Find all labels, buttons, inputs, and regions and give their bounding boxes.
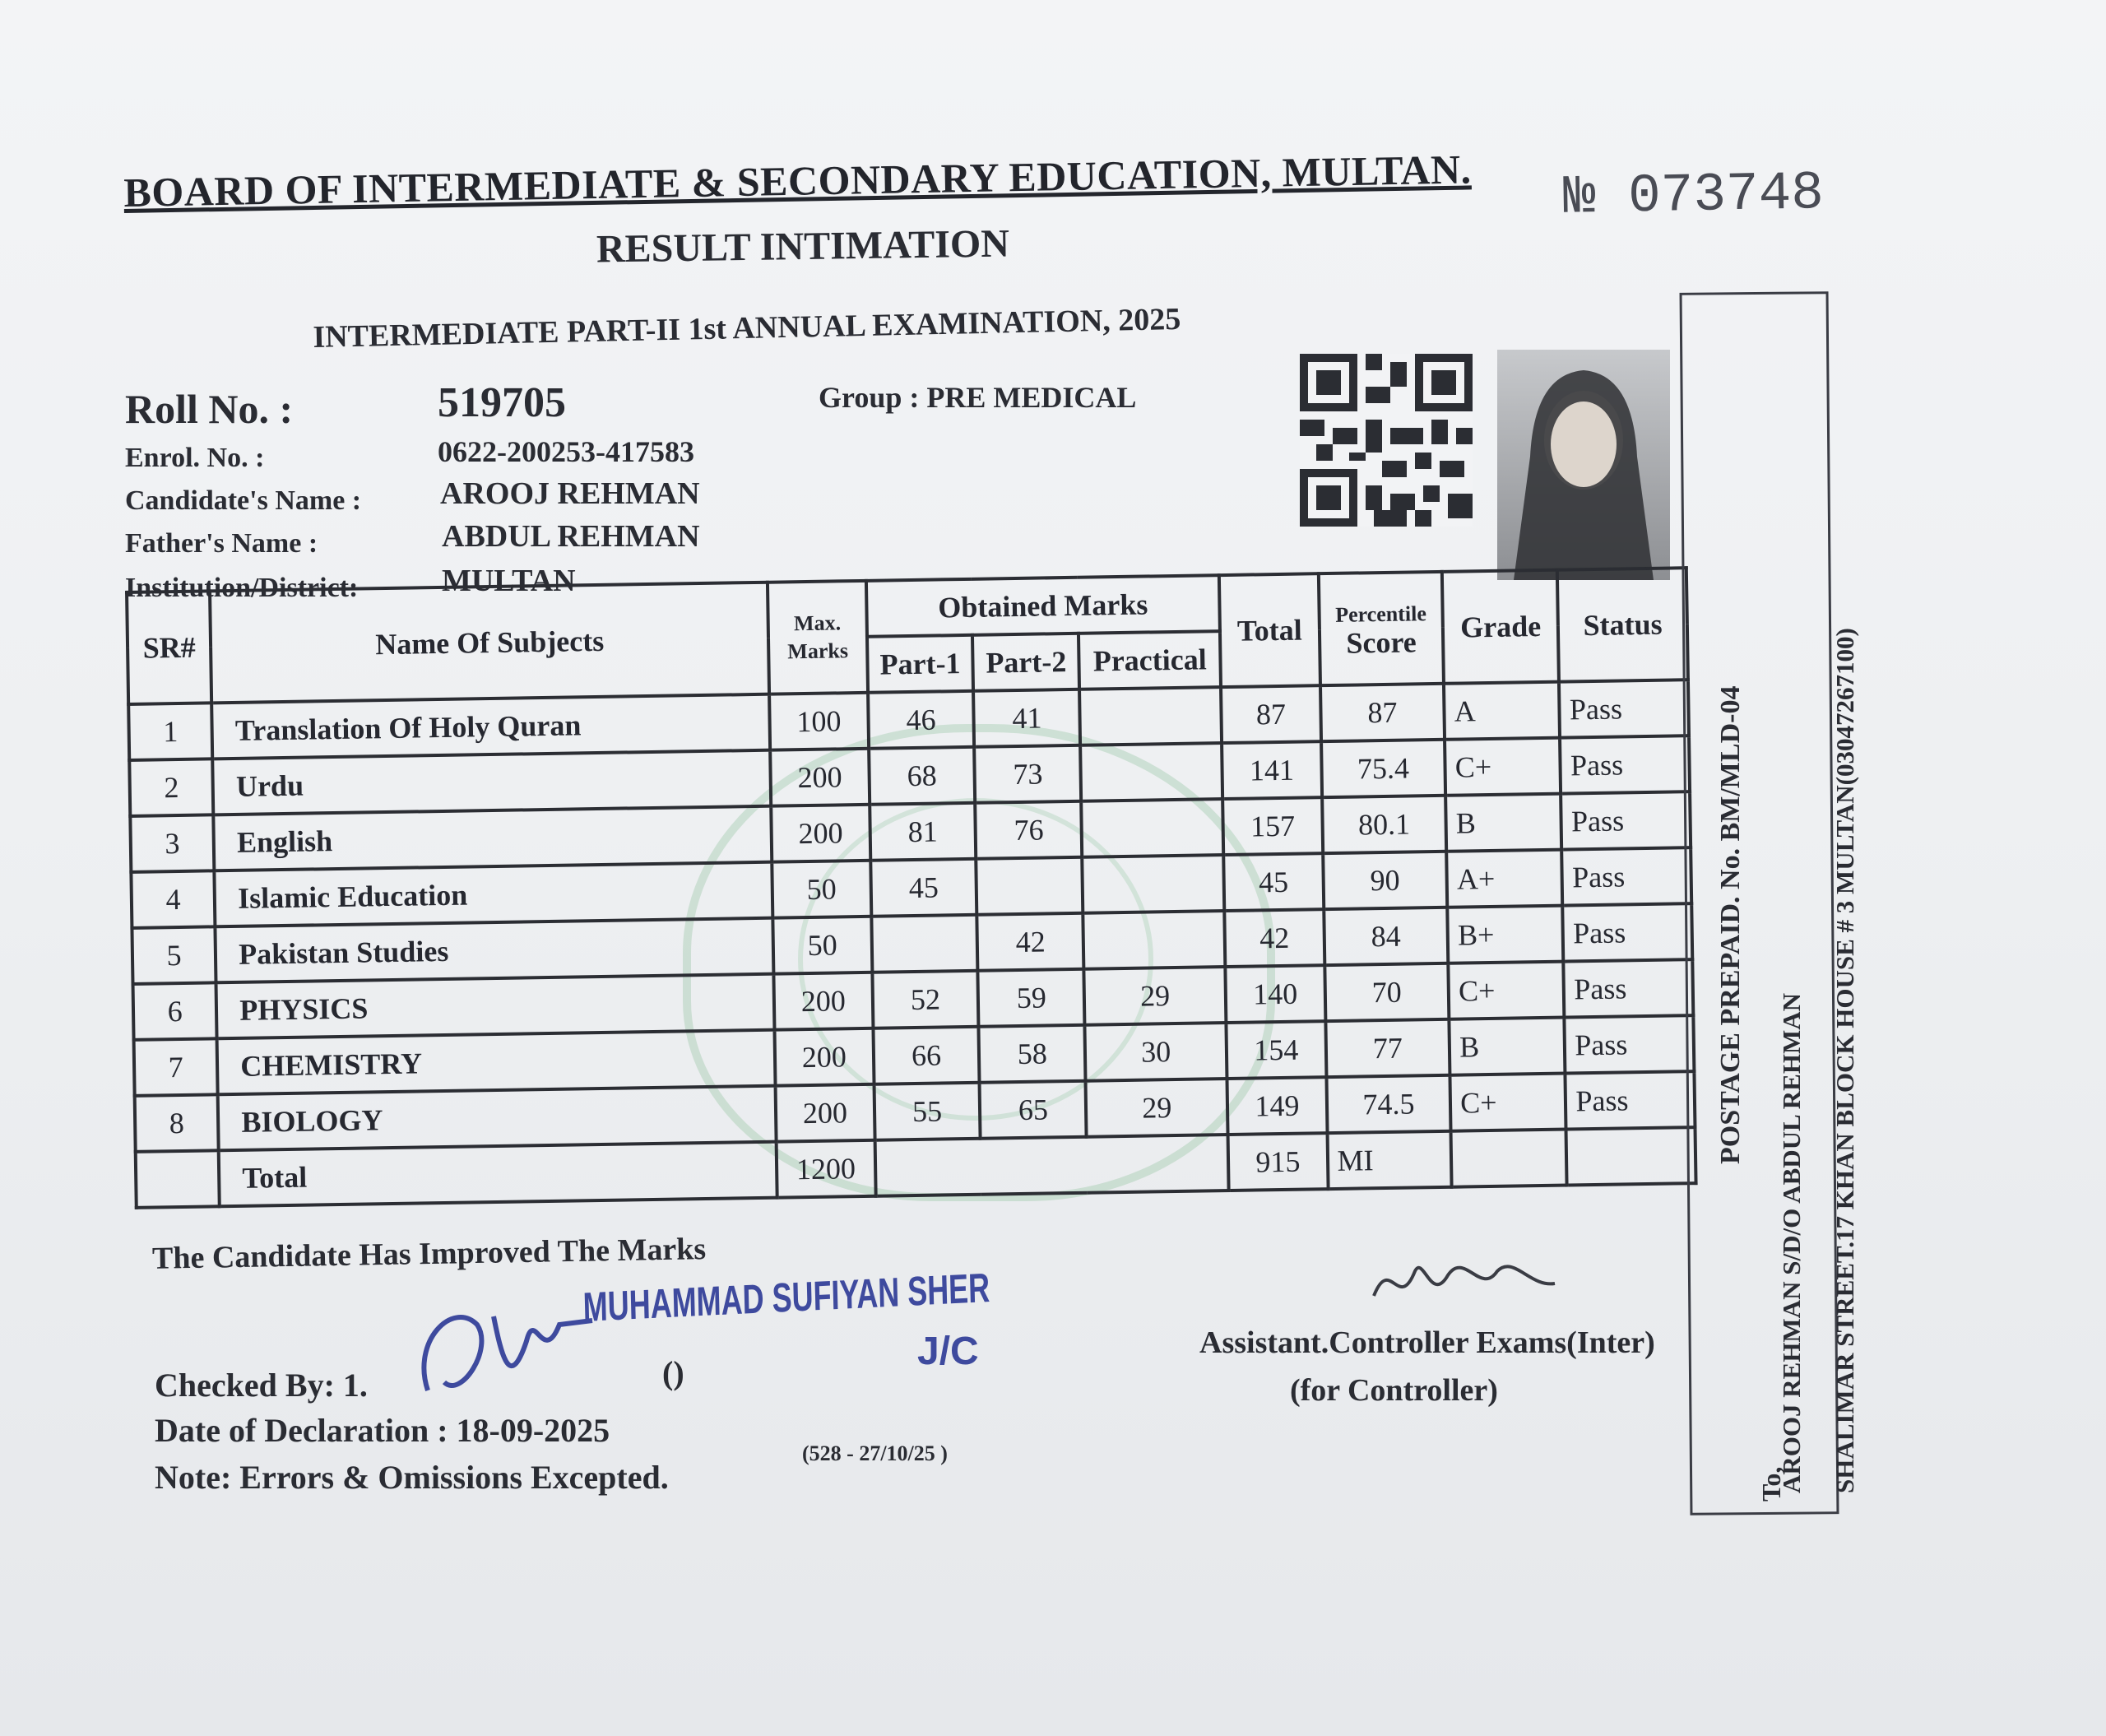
roll-label: Roll No. : bbox=[125, 386, 294, 432]
signer-name: MUHAMMAD SUFIYAN SHER bbox=[582, 1265, 990, 1330]
qr-code bbox=[1300, 354, 1473, 527]
cell-status: Pass bbox=[1564, 959, 1694, 1017]
header-practical: Practical bbox=[1079, 631, 1221, 689]
enrol-value: 0622-200253-417583 bbox=[438, 435, 694, 468]
cell-sr: 2 bbox=[129, 759, 213, 816]
address-to: To, bbox=[1756, 1466, 1786, 1502]
cell-max: 200 bbox=[775, 1028, 874, 1086]
cell-percentile: 74.5 bbox=[1326, 1075, 1451, 1133]
cell-part1: 55 bbox=[874, 1083, 981, 1140]
header-status: Status bbox=[1557, 568, 1688, 681]
cell-part2: 65 bbox=[980, 1081, 1087, 1139]
board-title: BOARD OF INTERMEDIATE & SECONDARY EDUCATION, MULTAN. bbox=[123, 146, 1473, 216]
controller-subtitle: (for Controller) bbox=[1290, 1373, 1498, 1408]
checked-by-paren: () bbox=[662, 1354, 684, 1391]
cell-percentile: 80.1 bbox=[1322, 796, 1447, 853]
total-label: Total bbox=[219, 1142, 777, 1207]
cell-sr: 6 bbox=[133, 982, 217, 1040]
header-max-marks: Max. Marks bbox=[768, 581, 868, 694]
serial-number bbox=[1562, 162, 1824, 229]
total-value: 915 bbox=[1228, 1133, 1328, 1191]
cell-part2: 58 bbox=[979, 1025, 1086, 1083]
improved-note: The Candidate Has Improved The Marks bbox=[151, 1232, 707, 1276]
cell-status: Pass bbox=[1561, 791, 1691, 849]
total-sr-cell bbox=[136, 1150, 220, 1208]
cell-grade: C+ bbox=[1449, 962, 1565, 1019]
signer-role: J/C bbox=[917, 1330, 979, 1373]
cell-max: 100 bbox=[769, 693, 869, 750]
cell-subject: CHEMISTRY bbox=[217, 1030, 776, 1095]
table-body bbox=[128, 680, 1695, 1152]
cell-part1: 46 bbox=[868, 691, 975, 749]
marks-table bbox=[125, 566, 1698, 1209]
cell-part1: 81 bbox=[870, 803, 976, 861]
errors-note: Note: Errors & Omissions Excepted. bbox=[155, 1459, 669, 1496]
address-line-2: SHALIMAR STREET.17 KHAN BLOCK HOUSE # 3 MULTAN(03047267100) bbox=[1830, 628, 1859, 1493]
cell-status: Pass bbox=[1559, 680, 1689, 737]
cell-part2 bbox=[976, 857, 1083, 915]
cell-part2: 73 bbox=[975, 745, 1082, 803]
cell-practical bbox=[1079, 687, 1222, 745]
checker-signature-icon bbox=[403, 1292, 617, 1415]
cell-status: Pass bbox=[1560, 736, 1690, 793]
cell-part1: 52 bbox=[872, 971, 979, 1028]
cell-practical bbox=[1083, 911, 1226, 969]
cell-max: 200 bbox=[771, 805, 870, 862]
cell-max: 50 bbox=[772, 917, 872, 974]
cell-status: Pass bbox=[1565, 1015, 1695, 1073]
header-percentile-score: Score bbox=[1346, 625, 1417, 660]
cell-part2: 42 bbox=[977, 913, 1084, 971]
total-grade-cell bbox=[1451, 1130, 1567, 1187]
total-obtained-cell bbox=[874, 1135, 1229, 1196]
cell-sr: 3 bbox=[130, 815, 214, 872]
institution-value: MULTAN bbox=[442, 564, 576, 598]
group-info bbox=[819, 380, 1136, 415]
header-total: Total bbox=[1219, 573, 1320, 687]
roll-value: 519705 bbox=[438, 379, 566, 426]
header-obtained-marks: Obtained Marks bbox=[866, 575, 1221, 637]
cell-grade: A+ bbox=[1446, 850, 1562, 907]
address-line-1: AROOJ REHMAN S/D/O ABDUL REHMAN bbox=[1777, 993, 1806, 1493]
checked-by: Checked By: 1. bbox=[155, 1367, 368, 1404]
cell-percentile: 90 bbox=[1323, 852, 1448, 909]
cell-practical: 30 bbox=[1085, 1023, 1227, 1081]
cell-status: Pass bbox=[1566, 1071, 1695, 1129]
declaration-date: Date of Declaration : 18-09-2025 bbox=[155, 1412, 610, 1449]
institution-label: Institution/District: bbox=[125, 573, 359, 603]
cell-percentile: 84 bbox=[1324, 907, 1449, 965]
group-value: PRE MEDICAL bbox=[926, 381, 1137, 414]
cell-sr: 8 bbox=[135, 1094, 219, 1152]
cell-part2: 59 bbox=[978, 969, 1085, 1027]
cell-sr: 4 bbox=[131, 870, 215, 928]
serial-value: 073748 bbox=[1627, 162, 1825, 228]
cell-grade: A bbox=[1444, 682, 1560, 740]
cell-max: 50 bbox=[772, 861, 871, 918]
header-grade: Grade bbox=[1442, 570, 1559, 684]
cell-subject: PHYSICS bbox=[216, 974, 775, 1039]
cell-status: Pass bbox=[1563, 903, 1693, 961]
cell-max: 200 bbox=[776, 1084, 875, 1142]
father-name-label: Father's Name : bbox=[125, 528, 318, 559]
total-max: 1200 bbox=[777, 1140, 876, 1198]
serial-prefix: № bbox=[1562, 166, 1597, 229]
total-percentile: MI bbox=[1327, 1131, 1452, 1189]
document-title: RESULT INTIMATION bbox=[596, 221, 1010, 272]
cell-percentile: 70 bbox=[1324, 963, 1450, 1021]
cell-subject: Urdu bbox=[212, 750, 771, 815]
document-code: (528 - 27/10/25 ) bbox=[802, 1441, 948, 1465]
cell-subject: Pakistan Studies bbox=[216, 918, 774, 983]
cell-percentile: 87 bbox=[1320, 684, 1445, 741]
cell-part2: 41 bbox=[973, 689, 1080, 747]
cell-total: 45 bbox=[1223, 853, 1323, 911]
cell-subject: BIOLOGY bbox=[218, 1086, 777, 1151]
cell-total: 149 bbox=[1227, 1077, 1327, 1135]
cell-status: Pass bbox=[1562, 847, 1692, 905]
cell-practical bbox=[1081, 799, 1223, 857]
exam-title: INTERMEDIATE PART-II 1st ANNUAL EXAMINATION, 2025 bbox=[313, 301, 1181, 355]
total-status-cell bbox=[1566, 1127, 1696, 1185]
cell-max: 200 bbox=[770, 749, 870, 806]
header-percentile-small: Percentile bbox=[1334, 601, 1427, 627]
cell-practical bbox=[1080, 743, 1222, 801]
cell-practical: 29 bbox=[1084, 967, 1227, 1025]
header-part1: Part-1 bbox=[867, 635, 974, 693]
postage-text: POSTAGE PREPAID. No. BM/MLD-04 bbox=[1715, 685, 1746, 1164]
candidate-name-value: AROOJ REHMAN bbox=[440, 476, 700, 511]
cell-total: 42 bbox=[1224, 909, 1324, 967]
cell-total: 157 bbox=[1222, 797, 1322, 855]
cell-sr: 7 bbox=[134, 1038, 218, 1096]
cell-subject: Translation Of Holy Quran bbox=[211, 694, 770, 759]
cell-grade: C+ bbox=[1450, 1074, 1566, 1131]
father-name-value: ABDUL REHMAN bbox=[442, 519, 700, 554]
enrol-label: Enrol. No. : bbox=[125, 443, 265, 473]
controller-signature-icon bbox=[1357, 1238, 1580, 1329]
cell-total: 154 bbox=[1227, 1021, 1326, 1079]
cell-grade: C+ bbox=[1445, 738, 1561, 796]
cell-part1 bbox=[871, 915, 978, 972]
group-label: Group : bbox=[819, 381, 920, 414]
cell-grade: B+ bbox=[1447, 906, 1563, 963]
header-subject: Name Of Subjects bbox=[210, 583, 769, 703]
candidate-photo-silhouette bbox=[1497, 350, 1670, 580]
header-sr: SR# bbox=[127, 591, 211, 704]
cell-part2: 76 bbox=[976, 801, 1083, 859]
cell-grade: B bbox=[1445, 794, 1561, 852]
cell-sr: 1 bbox=[128, 703, 212, 760]
cell-grade: B bbox=[1450, 1018, 1566, 1075]
cell-sr: 5 bbox=[132, 926, 216, 984]
cell-practical bbox=[1083, 855, 1225, 913]
cell-percentile: 77 bbox=[1325, 1019, 1450, 1077]
cell-total: 140 bbox=[1226, 965, 1325, 1023]
cell-total: 141 bbox=[1222, 741, 1321, 799]
cell-max: 200 bbox=[774, 972, 874, 1030]
controller-title: Assistant.Controller Exams(Inter) bbox=[1199, 1325, 1655, 1360]
cell-part1: 68 bbox=[869, 747, 976, 805]
cell-subject: English bbox=[214, 806, 772, 871]
cell-subject: Islamic Education bbox=[215, 862, 773, 927]
cell-part1: 66 bbox=[873, 1027, 980, 1084]
candidate-photo bbox=[1497, 350, 1670, 580]
header-percentile bbox=[1318, 572, 1444, 685]
candidate-name-label: Candidate's Name : bbox=[125, 485, 362, 516]
cell-total: 87 bbox=[1221, 685, 1320, 743]
cell-practical: 29 bbox=[1086, 1079, 1228, 1137]
header-part2: Part-2 bbox=[972, 634, 1079, 691]
address-panel bbox=[1680, 291, 1839, 1516]
cell-percentile: 75.4 bbox=[1321, 740, 1446, 797]
cell-part1: 45 bbox=[870, 859, 977, 917]
